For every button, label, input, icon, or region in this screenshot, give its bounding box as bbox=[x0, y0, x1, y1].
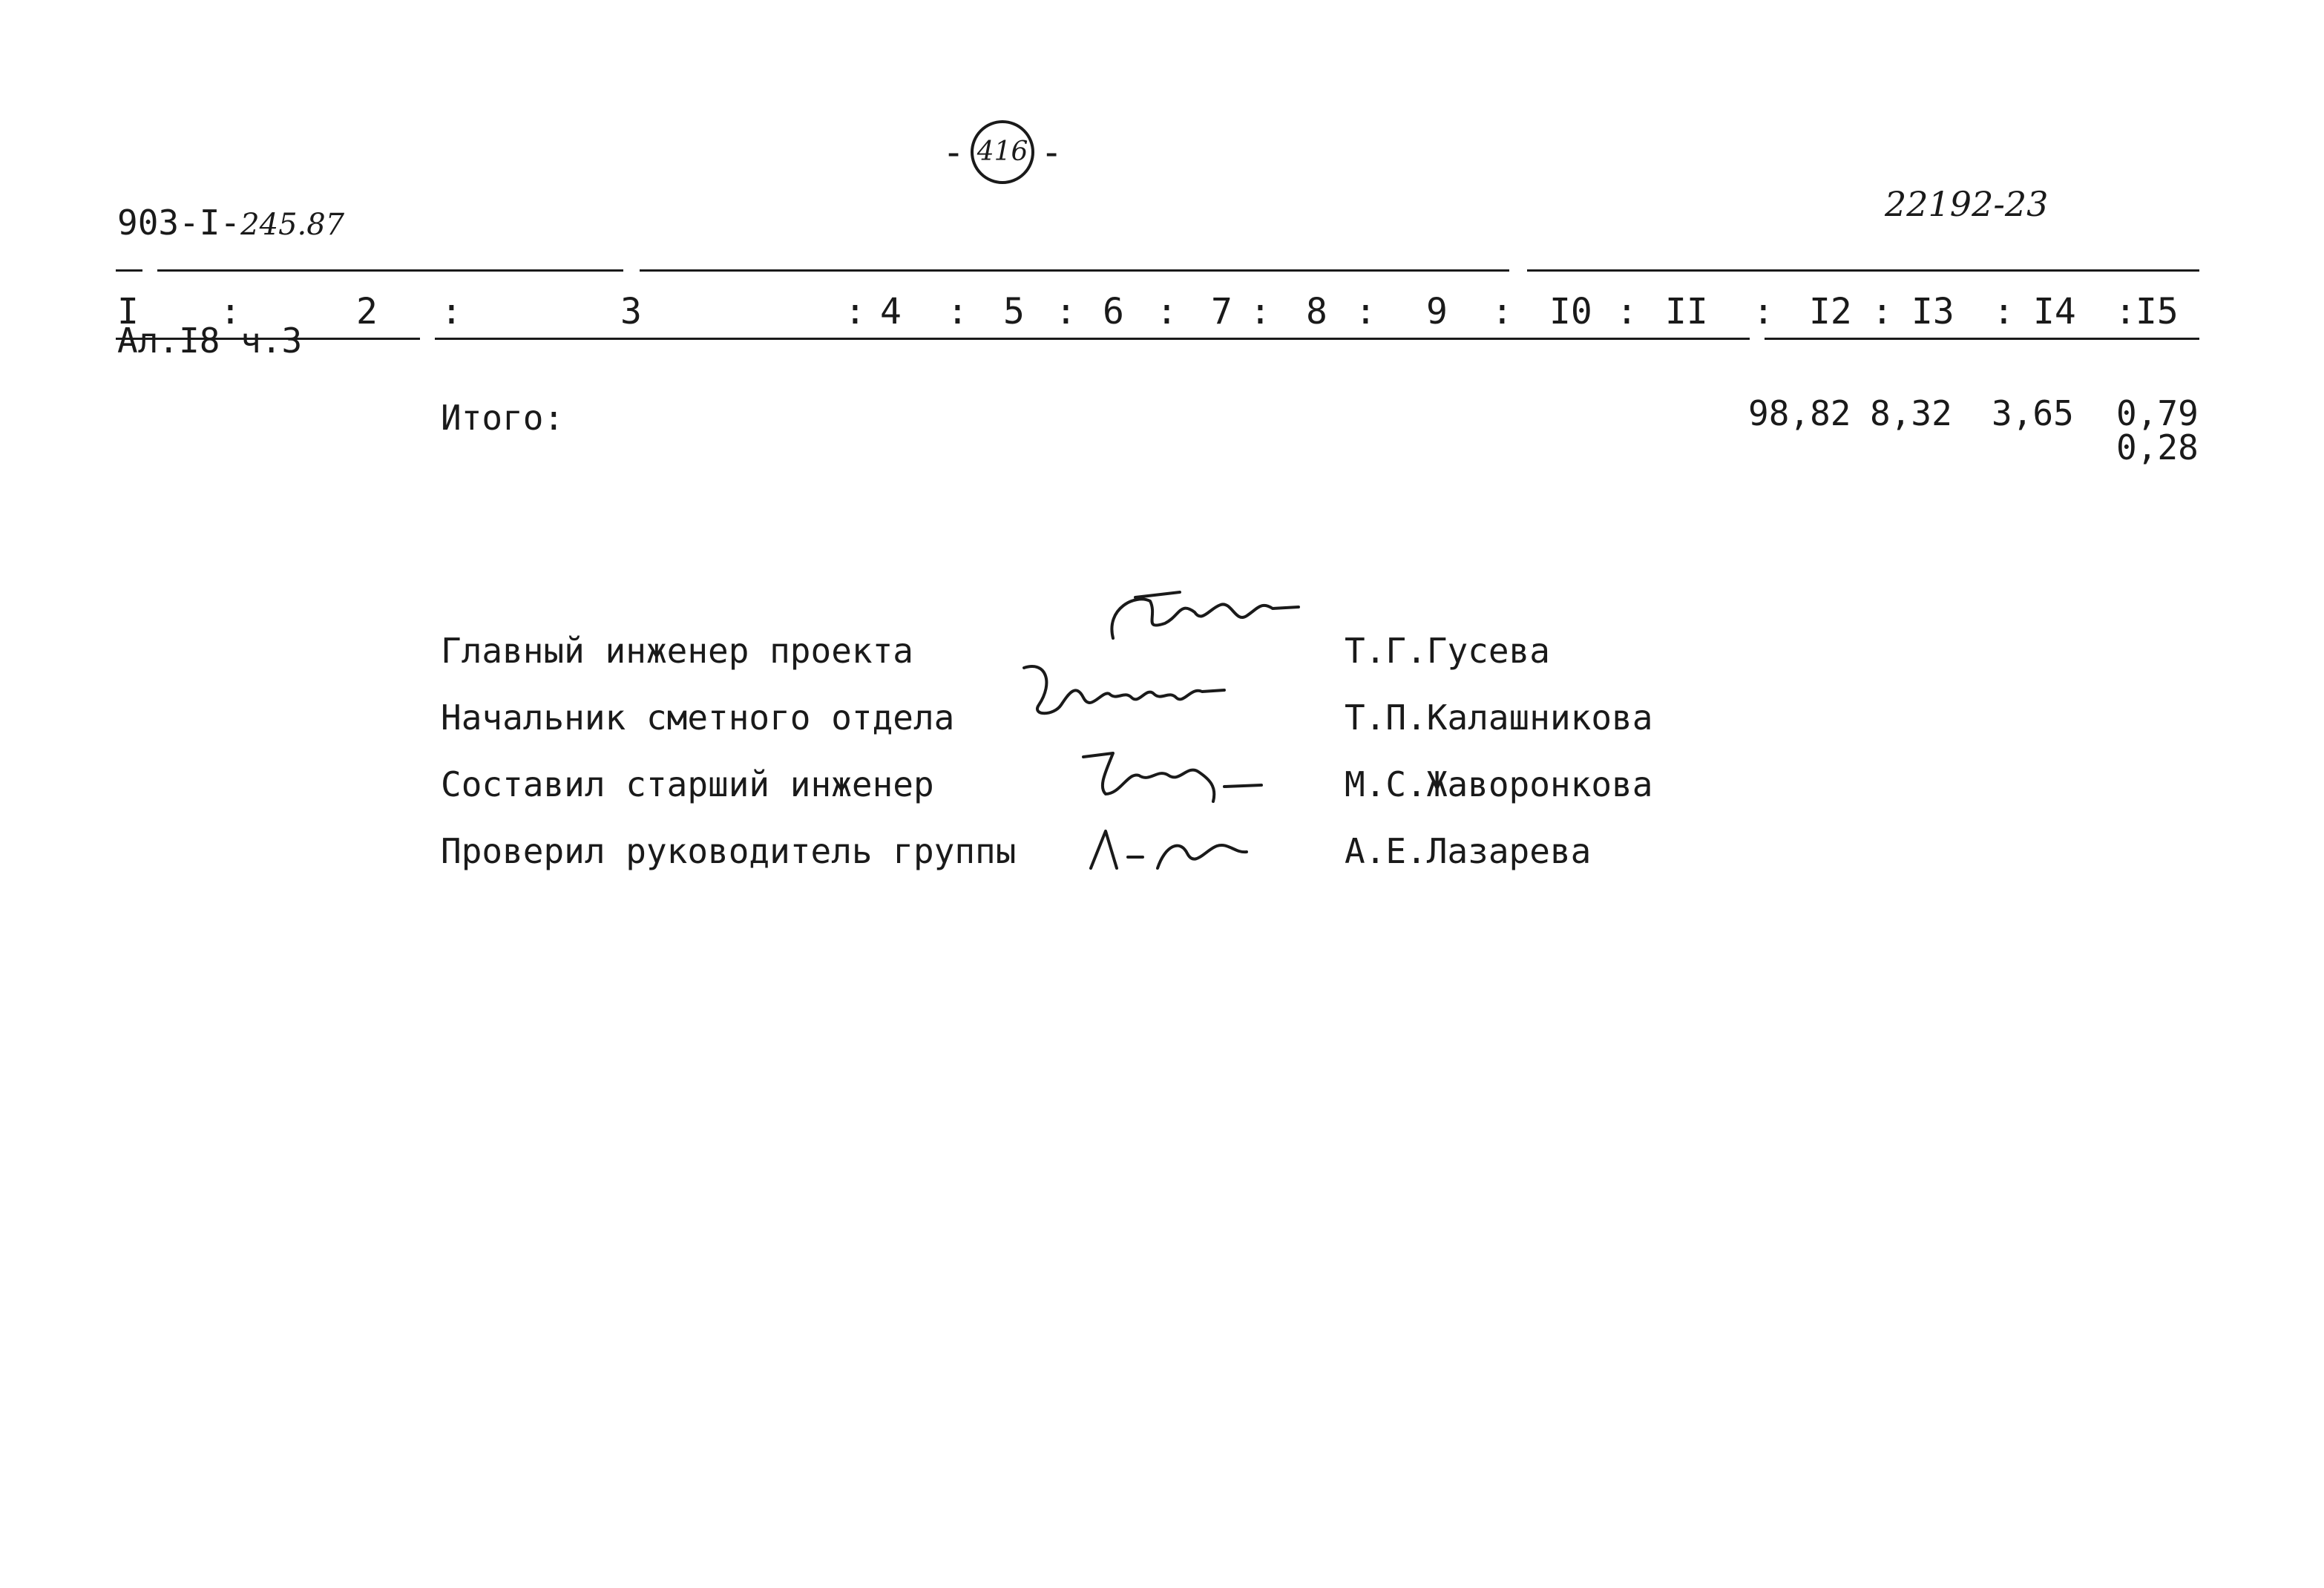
total-col-12: 98,82 bbox=[1748, 393, 1851, 433]
signature-name: Т.Г.Гусева bbox=[1345, 631, 1550, 671]
handwritten-signature bbox=[1069, 735, 1291, 809]
col-sep: : bbox=[1871, 291, 1893, 332]
document-header bbox=[117, 126, 344, 398]
signature-position: Начальник сметного отдела bbox=[441, 698, 955, 738]
total-col-15-bottom: 0,28 bbox=[2116, 427, 2199, 467]
col-sep: : bbox=[1156, 291, 1178, 332]
col-sep: : bbox=[220, 291, 241, 332]
total-col-15-top: 0,79 bbox=[2116, 393, 2199, 433]
doc-number-handwritten: 245.87 bbox=[240, 208, 345, 242]
signature-position: Главный инженер проекта bbox=[441, 631, 913, 671]
album-reference: Ал.I8 ч.3 bbox=[117, 321, 303, 361]
col-11: II bbox=[1665, 291, 1708, 332]
bottom-rule-seg-1 bbox=[116, 338, 420, 340]
col-4: 4 bbox=[880, 291, 902, 332]
col-9: 9 bbox=[1426, 291, 1448, 332]
col-sep: : bbox=[1055, 291, 1077, 332]
reference-number: 22192-23 bbox=[1885, 184, 2049, 224]
col-1: I bbox=[117, 291, 139, 332]
top-rule-seg-3 bbox=[640, 269, 1509, 272]
signature-position: Составил старший инженер bbox=[441, 764, 934, 804]
doc-number bbox=[117, 203, 344, 244]
col-sep: : bbox=[2115, 291, 2136, 332]
col-6: 6 bbox=[1103, 291, 1124, 332]
handwritten-signature bbox=[1017, 653, 1269, 735]
top-rule-seg-1 bbox=[116, 269, 142, 272]
col-sep: : bbox=[1250, 291, 1271, 332]
page-number: 416 bbox=[971, 120, 1034, 184]
handwritten-signature bbox=[1076, 816, 1269, 883]
col-8: 8 bbox=[1306, 291, 1327, 332]
col-2: 2 bbox=[356, 291, 378, 332]
total-label: Итого: bbox=[441, 398, 565, 438]
col-13: I3 bbox=[1911, 291, 1954, 332]
signature-name: Т.П.Калашникова bbox=[1345, 698, 1653, 738]
handwritten-signature bbox=[1083, 579, 1328, 653]
dash-left: - bbox=[942, 131, 965, 174]
top-rule-seg-4 bbox=[1527, 269, 2199, 272]
bottom-rule-seg-3 bbox=[1765, 338, 2199, 340]
col-10: I0 bbox=[1549, 291, 1592, 332]
total-col-13: 8,32 bbox=[1870, 393, 1952, 433]
col-12: I2 bbox=[1809, 291, 1852, 332]
top-rule-seg-2 bbox=[157, 269, 623, 272]
col-sep: : bbox=[1616, 291, 1638, 332]
col-sep: : bbox=[844, 291, 866, 332]
col-sep: : bbox=[1491, 291, 1513, 332]
col-15: I5 bbox=[2136, 291, 2179, 332]
signature-name: А.Е.Лазарева bbox=[1345, 831, 1592, 871]
dash-right: - bbox=[1040, 131, 1063, 174]
col-sep: : bbox=[1993, 291, 2015, 332]
signature-name: М.С.Жаворонкова bbox=[1345, 764, 1653, 804]
col-sep: : bbox=[947, 291, 968, 332]
col-sep: : bbox=[1753, 291, 1774, 332]
page-number-mark bbox=[942, 119, 1063, 186]
col-sep: : bbox=[1355, 291, 1376, 332]
total-col-14: 3,65 bbox=[1992, 393, 2074, 433]
col-sep: : bbox=[441, 291, 462, 332]
signature-position: Проверил руководитель группы bbox=[441, 831, 1017, 871]
col-5: 5 bbox=[1003, 291, 1025, 332]
doc-number-prefix: 903-I- bbox=[117, 203, 241, 243]
col-14: I4 bbox=[2033, 291, 2076, 332]
col-7: 7 bbox=[1211, 291, 1232, 332]
col-3: 3 bbox=[620, 291, 642, 332]
bottom-rule-seg-2 bbox=[435, 338, 1750, 340]
